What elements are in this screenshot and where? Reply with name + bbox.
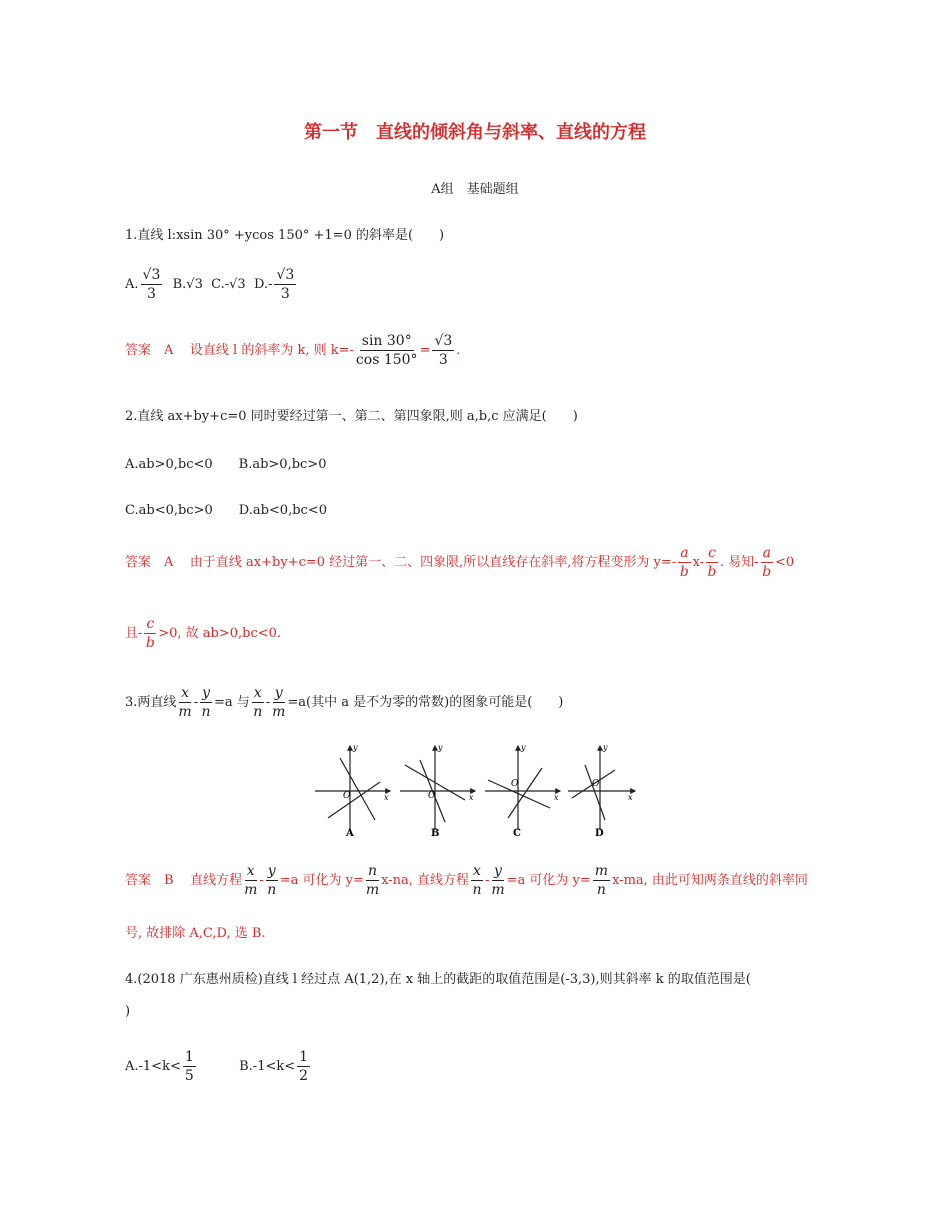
axis-x: x bbox=[384, 793, 389, 802]
axis-y: y bbox=[353, 743, 358, 752]
frac-num: y bbox=[274, 685, 283, 701]
graph-label-a: A bbox=[346, 828, 354, 839]
graph-label-d: D bbox=[595, 828, 604, 839]
frac-y-m bbox=[491, 864, 504, 897]
frac-den: m bbox=[178, 704, 192, 720]
frac-y-m bbox=[272, 686, 285, 719]
q3-graphs-svg bbox=[310, 740, 650, 840]
frac-num: m bbox=[594, 863, 609, 879]
text: =a(其中 a 是不为零的常数)的图象可能是( ) bbox=[287, 695, 564, 710]
equals: = bbox=[419, 343, 431, 358]
q3-answer-line2: 号, 故排除 A,C,D, 选 B. bbox=[125, 926, 266, 941]
frac-c-b bbox=[144, 617, 156, 650]
text: - bbox=[193, 695, 199, 710]
q4-stem-line2: ) bbox=[125, 1004, 131, 1019]
frac-x-m bbox=[178, 686, 191, 719]
text: <0 bbox=[774, 555, 795, 570]
frac-x-m bbox=[244, 864, 257, 897]
frac-den: b bbox=[145, 635, 155, 651]
frac-num: a bbox=[680, 545, 689, 561]
text: =a 可化为 y= bbox=[506, 873, 591, 888]
q1-answer bbox=[125, 334, 460, 367]
text: >0, 故 ab>0,bc<0. bbox=[158, 626, 282, 641]
q3-stem bbox=[125, 686, 563, 719]
frac-num: √3 bbox=[142, 267, 161, 283]
frac-a-b-2 bbox=[761, 546, 773, 579]
axis-y: y bbox=[521, 743, 526, 752]
axis-o: O bbox=[428, 791, 436, 801]
group-heading: A组 基础题组 bbox=[431, 182, 519, 197]
q1-options bbox=[125, 268, 298, 301]
q4-opt-a-frac bbox=[183, 1050, 196, 1083]
frac-x-n bbox=[471, 864, 483, 897]
frac-num: y bbox=[494, 863, 502, 879]
text: 直线方程 bbox=[190, 873, 243, 888]
answer-result-frac bbox=[432, 334, 454, 367]
graph-d bbox=[568, 746, 635, 830]
text: =a 可化为 y= bbox=[279, 873, 364, 888]
frac-num: x bbox=[181, 685, 189, 701]
frac-den: n bbox=[472, 882, 482, 898]
frac-den: n bbox=[267, 882, 277, 898]
frac-num: √3 bbox=[276, 267, 295, 283]
frac-den: m bbox=[491, 882, 505, 898]
graph-a bbox=[315, 746, 390, 830]
frac-num: x bbox=[246, 863, 255, 879]
axis-o: O bbox=[343, 791, 351, 801]
answer-text: 设直线 l 的斜率为 k, 则 k=- bbox=[189, 343, 354, 358]
text: 3.两直线 bbox=[125, 695, 177, 710]
frac-y-n bbox=[200, 686, 212, 719]
frac-den: n bbox=[596, 882, 606, 898]
frac-y-n bbox=[266, 864, 278, 897]
frac-num: sin 30° bbox=[361, 333, 412, 349]
q1-opt-d-frac bbox=[274, 268, 296, 301]
q2-answer-line2 bbox=[125, 617, 281, 650]
axis-o: O bbox=[592, 779, 600, 789]
frac-den: b bbox=[707, 564, 717, 580]
q4-opt-b-frac bbox=[297, 1050, 310, 1083]
frac-num: y bbox=[267, 863, 276, 879]
frac-den: 3 bbox=[146, 286, 156, 302]
answer-label: 答案 A bbox=[125, 555, 174, 570]
frac-num: n bbox=[368, 863, 378, 879]
axis-x: x bbox=[554, 793, 559, 802]
q1-opt-d-prefix: D.- bbox=[253, 277, 273, 292]
text: =a 与 bbox=[214, 695, 250, 710]
frac-num: c bbox=[708, 545, 716, 561]
frac-den: 3 bbox=[438, 352, 448, 368]
q4-stem-line1: 4.(2018 广东惠州质检)直线 l 经过点 A(1,2),在 x 轴上的截距的取值范围是(-3,3),则其斜率 k 的取值范围是( bbox=[125, 972, 751, 987]
answer-label: 答案 A bbox=[125, 343, 174, 358]
q1-opt-b: B.√3 bbox=[172, 277, 203, 292]
q2-answer-line1 bbox=[125, 546, 794, 579]
answer-label: 答案 B bbox=[125, 873, 174, 888]
graph-label-b: B bbox=[431, 828, 440, 839]
frac-den: n bbox=[201, 704, 211, 720]
frac-num: x bbox=[473, 863, 481, 879]
frac-num: 1 bbox=[299, 1049, 309, 1065]
frac-den: 5 bbox=[184, 1068, 194, 1084]
q4-opt-a: A.-1<k< bbox=[125, 1059, 181, 1074]
frac-a-b bbox=[678, 546, 690, 579]
text: - bbox=[265, 695, 271, 710]
period: . bbox=[456, 343, 461, 358]
q2-options-cd: C.ab<0,bc>0 D.ab<0,bc<0 bbox=[125, 503, 327, 518]
frac-num: a bbox=[762, 545, 771, 561]
frac-den: m bbox=[244, 882, 258, 898]
page-title: 第一节 直线的倾斜角与斜率、直线的方程 bbox=[304, 122, 646, 143]
frac-den: 2 bbox=[299, 1068, 309, 1084]
frac-x-n bbox=[252, 686, 264, 719]
axis-o: O bbox=[511, 779, 519, 789]
q1-opt-c: C.-√3 bbox=[211, 277, 246, 292]
graph-b bbox=[400, 746, 475, 830]
frac-den: m bbox=[365, 882, 380, 898]
q2-stem: 2.直线 ax+by+c=0 同时要经过第一、第二、第四象限,则 a,b,c 应满足( ) bbox=[125, 409, 578, 424]
frac-num: 1 bbox=[184, 1049, 194, 1065]
text: x-na, 直线方程 bbox=[381, 873, 470, 888]
frac-num: x bbox=[253, 685, 262, 701]
q3-figures bbox=[310, 740, 650, 844]
axis-x: x bbox=[628, 793, 633, 802]
frac-n-m bbox=[366, 864, 379, 897]
q4-opt-b: B.-1<k< bbox=[239, 1059, 296, 1074]
text: 且- bbox=[125, 626, 143, 641]
frac-den: m bbox=[272, 704, 286, 720]
frac-den: b bbox=[679, 564, 689, 580]
frac-den: 3 bbox=[280, 286, 290, 302]
answer-frac bbox=[356, 334, 418, 367]
text: x-ma, 由此可知两条直线的斜率同 bbox=[612, 873, 808, 888]
q3-answer-line1 bbox=[125, 864, 808, 897]
q1-opt-a-frac bbox=[141, 268, 163, 301]
frac-c-b bbox=[706, 546, 718, 579]
graph-c bbox=[485, 746, 560, 830]
q1-opt-a-prefix: A. bbox=[125, 277, 139, 292]
frac-m-n bbox=[593, 864, 610, 897]
graph-label-c: C bbox=[513, 828, 521, 839]
frac-num: √3 bbox=[434, 333, 453, 349]
axis-x: x bbox=[469, 793, 474, 802]
frac-den: b bbox=[762, 564, 772, 580]
q2-options-ab: A.ab>0,bc<0 B.ab>0,bc>0 bbox=[125, 457, 327, 472]
frac-den: cos 150° bbox=[355, 352, 418, 368]
axis-y: y bbox=[603, 743, 608, 752]
text: . 易知- bbox=[719, 555, 759, 570]
frac-num: y bbox=[202, 685, 211, 701]
text: - bbox=[484, 873, 490, 888]
q1-stem: 1.直线 l:xsin 30° +ycos 150° +1=0 的斜率是( ) bbox=[125, 228, 445, 243]
text: x- bbox=[692, 555, 705, 570]
text: - bbox=[259, 873, 264, 888]
answer-text: 由于直线 ax+by+c=0 经过第一、二、四象限,所以直线存在斜率,将方程变形为 y=- bbox=[189, 555, 677, 570]
frac-den: n bbox=[253, 704, 263, 720]
q4-options bbox=[125, 1050, 312, 1083]
frac-num: c bbox=[146, 616, 155, 632]
axis-y: y bbox=[438, 743, 443, 752]
